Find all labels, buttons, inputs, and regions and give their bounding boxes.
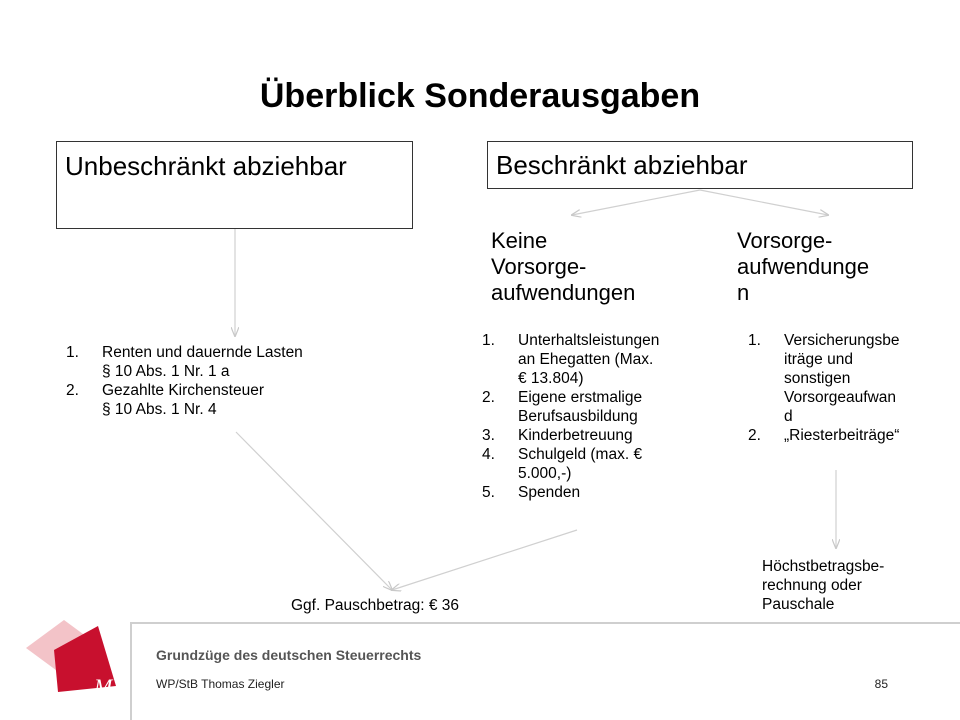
list-item: 1. Versicherungsbe iträge und sonstigen Vorsorgeaufwan d <box>748 332 900 425</box>
limited-deductible-box <box>487 141 913 189</box>
list-item: 1. Unterhaltsleistungen an Ehegatten (Max. € 13.804) <box>482 332 660 387</box>
slide-title: Überblick Sonderausgaben <box>259 77 701 115</box>
arrow-limited-to-provision <box>700 190 828 215</box>
list-item: 2. „Riesterbeiträge“ <box>748 427 900 444</box>
provision-expenses-list <box>748 331 948 445</box>
non-provision-expenses-list <box>482 331 712 502</box>
footer-course-title: Grundzüge des deutschen Steuerrechts <box>156 647 422 663</box>
page-number: 85 <box>874 677 888 691</box>
flat-rate-note: Ggf. Pauschbetrag: € 36 <box>291 597 460 614</box>
unlimited-deductible-box <box>56 141 413 229</box>
max-amount-calculation-note: Höchstbetragsbe- rechnung oder Pauschale <box>762 558 885 613</box>
list-item: 1. Renten und dauernde Lasten § 10 Abs. 1 Nr. 1 a <box>66 344 303 380</box>
limited-deductible-label: Beschränkt abziehbar <box>496 150 748 180</box>
arrow-limited-to-no-provision <box>572 190 700 215</box>
list-item: 4. Schulgeld (max. € 5.000,-) <box>482 446 643 482</box>
footer-author: WP/StB Thomas Ziegler <box>156 677 285 691</box>
arrow-no-provision-list-to-flat-rate <box>392 530 577 590</box>
provision-heading: Vorsorge- aufwendunge n <box>737 228 870 305</box>
unlimited-deductible-label: Unbeschränkt abziehbar <box>65 151 347 181</box>
footer-divider-horizontal <box>130 622 960 624</box>
unlimited-expenses-list <box>66 343 366 419</box>
list-item: 2. Gezahlte Kirchensteuer § 10 Abs. 1 Nr. 4 <box>66 382 264 418</box>
logo-letter: M <box>94 674 113 696</box>
arrow-unlimited-list-to-flat-rate <box>236 432 392 590</box>
list-item: 3. Kinderbetreuung <box>482 427 633 444</box>
no-provision-heading: Keine Vorsorge- aufwendungen <box>491 228 636 305</box>
university-logo <box>20 596 130 696</box>
list-item: 5. Spenden <box>482 484 581 501</box>
list-item: 2. Eigene erstmalige Berufsausbildung <box>482 389 643 425</box>
footer-divider-vertical <box>130 622 132 720</box>
